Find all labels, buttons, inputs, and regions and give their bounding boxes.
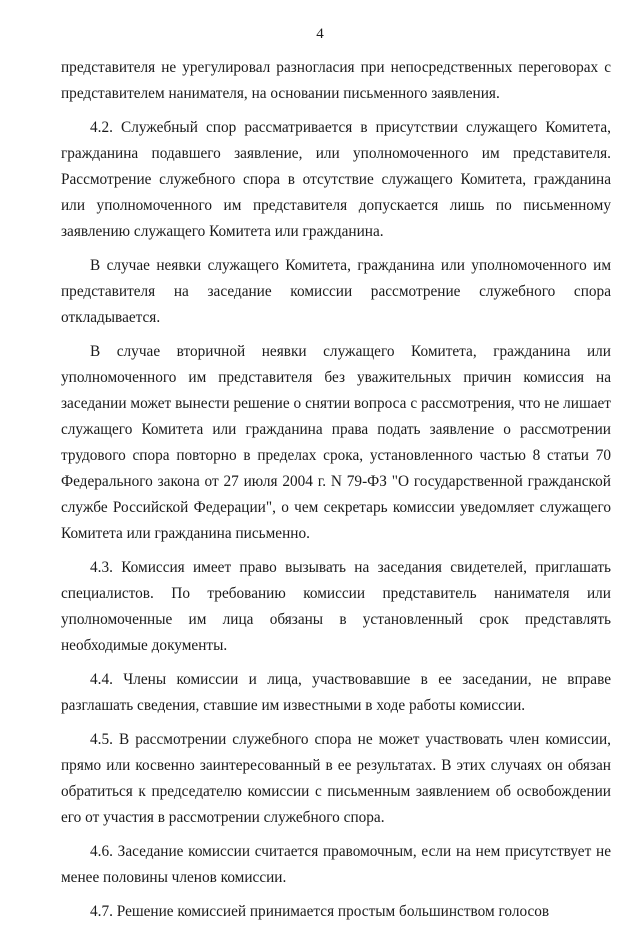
paragraph-absence: В случае неявки служащего Комитета, гражданина или уполномоченного им представителя на заседание комиссии рассмотрение служебного спора откладывается. — [61, 257, 611, 326]
page-number: 4 — [316, 26, 324, 42]
document-body — [61, 55, 611, 925]
paragraph-4-3: 4.3. Комиссия имеет право вызывать на заседания свидетелей, приглашать специалистов. По требованию комиссии представитель нанимателя или уполномоченные им лица обязаны в установленный срок представлять необходимые документы. — [61, 559, 611, 654]
paragraph-4-5: 4.5. В рассмотрении служебного спора не может участвовать член комиссии, прямо или косвенно заинтересованный в ее результатах. В этих случаях он обязан обратиться к председателю комиссии с письменным заявлением об освобождении его от участия в рассмотрении служебного спора. — [61, 731, 611, 826]
paragraph-4-7: 4.7. Решение комиссией принимается простым большинством голосов — [90, 903, 550, 920]
paragraph-second-absence: В случае вторичной неявки служащего Комитета, гражданина или уполномоченного им представителя без уважительных причин комиссия на заседании может вынести решение о снятии вопроса с рассмотрения, что не лишает служащего Комитета или гражданина права подать заявление о рассмотрении трудового спора повторно в пределах срока, установленного частью 8 статьи 70 Федерального закона от 27 июля 2004 г. N 79-ФЗ "О государственной гражданской службе Российской Федерации", о чем секретарь комиссии уведомляет служащего Комитета или гражданина письменно. — [61, 343, 611, 542]
paragraph-4-2: 4.2. Служебный спор рассматривается в присутствии служащего Комитета, гражданина подавшего заявление, или уполномоченного им представителя. Рассмотрение служебного спора в отсутствие служащего Комитета, гражданина или уполномоченного им представителя допускается лишь по письменному заявлению служащего Комитета или гражданина. — [61, 119, 611, 240]
paragraph-4-6: 4.6. Заседание комиссии считается правомочным, если на нем присутствует не менее половины членов комиссии. — [61, 843, 611, 886]
paragraph-continuation: представителя не урегулировал разногласия при непосредственных переговорах с представителем нанимателя, на основании письменного заявления. — [61, 59, 611, 102]
paragraph-4-4: 4.4. Члены комиссии и лица, участвовавшие в ее заседании, не вправе разглашать сведения, ставшие им известными в ходе работы комиссии. — [61, 671, 611, 714]
